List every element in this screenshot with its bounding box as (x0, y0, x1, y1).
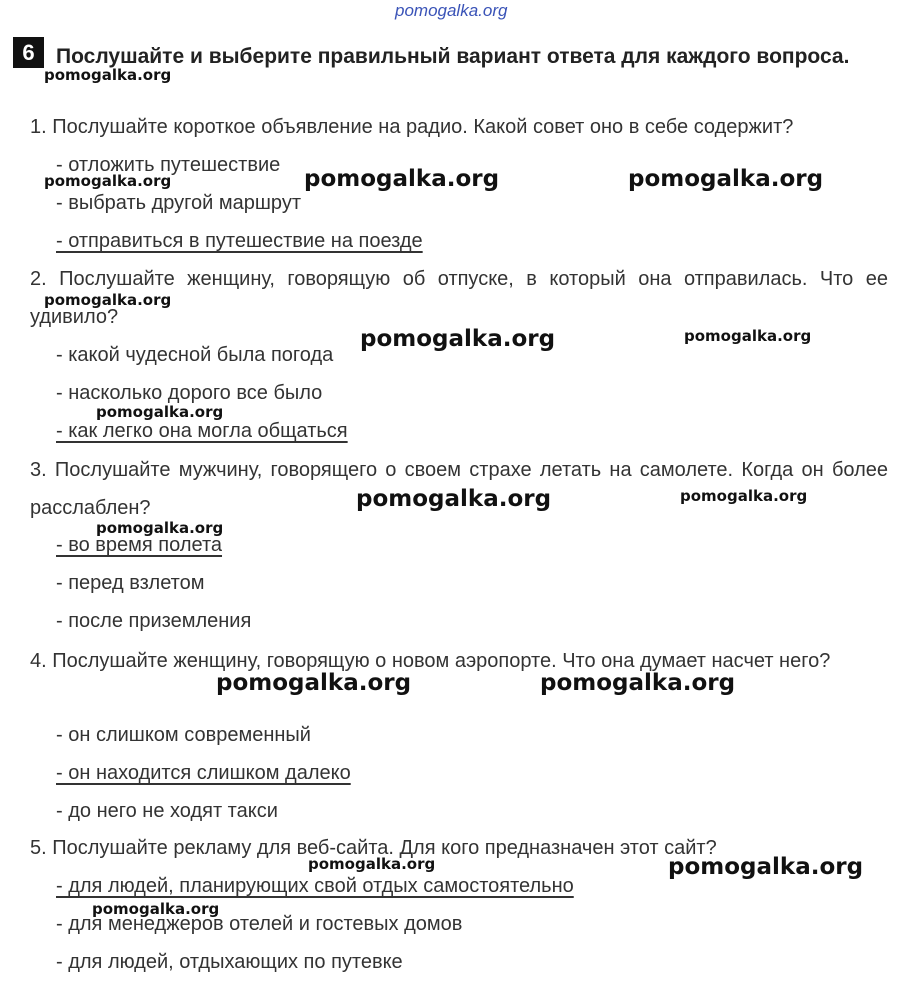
exercise-number-badge: 6 (13, 37, 44, 68)
question-3-option-1-correct: - во время полета (56, 534, 223, 556)
watermark-text: pomogalka.org (308, 855, 436, 873)
watermark-text: pomogalka.org (96, 519, 224, 537)
question-5-option-3: - для людей, отдыхающих по путевке (56, 951, 403, 973)
question-4-option-2-correct: - он находится слишком далеко (56, 762, 351, 784)
watermark-text: pomogalka.org (304, 166, 500, 192)
question-5-text: 5. Послушайте рекламу для веб-сайта. Для кого предназначен этот сайт? (30, 837, 717, 859)
watermark-text: pomogalka.org (540, 670, 736, 696)
question-4-option-1: - он слишком современный (56, 724, 311, 746)
watermark-text: pomogalka.org (684, 327, 812, 345)
exercise-title: Послушайте и выберите правильный вариант ответа для каждого вопроса. (56, 45, 850, 68)
question-2-option-3-correct: - как легко она могла общаться (56, 420, 348, 442)
question-4-option-3: - до него не ходят такси (56, 800, 278, 822)
question-3-option-2: - перед взлетом (56, 572, 205, 594)
watermark-text: pomogalka.org (680, 487, 808, 505)
watermark-text: pomogalka.org (356, 486, 552, 512)
question-2-option-1: - какой чудесной была погода (56, 344, 334, 366)
question-3-option-3: - после приземления (56, 610, 252, 632)
question-5-option-1-correct: - для людей, планирующих свой отдых самостоятельно (56, 875, 574, 897)
question-4-text-body: 4. Послушайте женщину, говорящую о новом аэропорте. Что она думает насчет него? (30, 650, 831, 672)
question-1-option-3-correct: - отправиться в путешествие на поезде (56, 230, 423, 252)
question-4-text (30, 642, 888, 680)
watermark-text: pomogalka.org (360, 326, 556, 352)
question-1-text: 1. Послушайте короткое объявление на радио. Какой совет оно в себе содержит? (30, 116, 794, 138)
watermark-text: pomogalka.org (44, 66, 172, 84)
watermark-text: pomogalka.org (44, 172, 172, 190)
question-5-option-2: - для менеджеров отелей и гостевых домов (56, 913, 463, 935)
watermark-text: pomogalka.org (44, 291, 172, 309)
question-1-option-2: - выбрать другой маршрут (56, 192, 301, 214)
watermark-text: pomogalka.org (668, 854, 864, 880)
question-3-text-body: 3. Послушайте мужчину, говорящего о своем страхе летать на самолете. Когда он более расслаблен? (30, 459, 888, 519)
watermark-text: pomogalka.org (96, 403, 224, 421)
question-2-option-2: - насколько дорого все было (56, 382, 323, 404)
question-1-option-1: - отложить путешествие (56, 154, 281, 176)
watermark-text: pomogalka.org (216, 670, 412, 696)
question-2-text-body: 2. Послушайте женщину, говорящую об отпуске, в который она отправилась. Что ее удивило? (30, 268, 888, 328)
watermark-text: pomogalka.org (92, 900, 220, 918)
watermark-text: pomogalka.org (628, 166, 824, 192)
watermark-top[interactable]: pomogalka.org (395, 1, 508, 20)
